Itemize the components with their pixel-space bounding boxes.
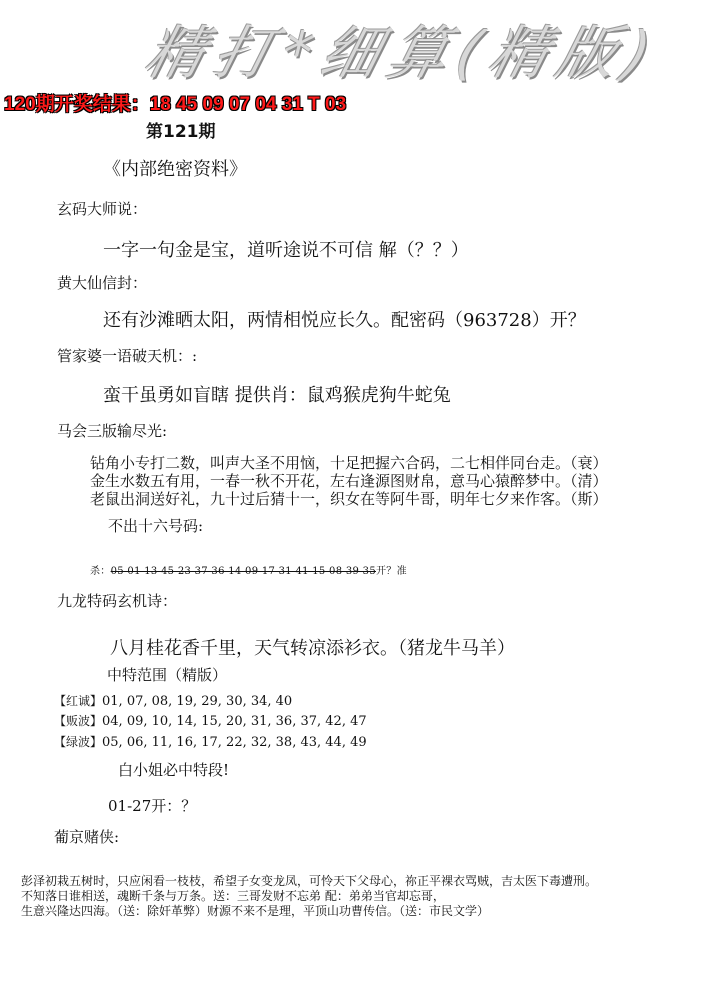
housekeeper-label: 管家婆一语破天机：: xyxy=(57,347,198,365)
poem-line: 金生水数五有用，一春一秋不开花，左右逢源图财帛，意马心猿醉梦中。（清） xyxy=(90,472,608,490)
wave-tag: 【红诚】 xyxy=(54,694,103,708)
issue-number: 第121期 xyxy=(146,122,216,142)
huang-label: 黄大仙信封： xyxy=(57,274,148,292)
wave-row-green xyxy=(54,733,367,750)
result-line: 120期开奖结果：18 45 09 07 04 31 T 03 xyxy=(4,94,347,115)
doc-title: 《内部绝密资料》 xyxy=(103,159,247,180)
range-answer: 01-27开：？ xyxy=(108,797,197,815)
poem-line: 钻角小专打二数，叫声大圣不用恼，十足把握六合码，二七相伴同台走。（衰） xyxy=(90,454,608,472)
header-title-art: 精打*细算(精版) xyxy=(138,19,668,87)
poem-line: 老鼠出洞送好礼，九十过后猜十一，织女在等阿牛哥，明年七夕来作客。（斯） xyxy=(90,490,608,508)
wave-row-red xyxy=(54,692,292,709)
wave-numbers: 04, 09, 10, 14, 15, 20, 31, 36, 37, 42, 47 xyxy=(102,714,367,729)
puking-label: 葡京赌侠: xyxy=(54,828,120,846)
sixteen-label: 不出十六号码: xyxy=(108,517,204,535)
wave-numbers: 05, 06, 11, 16, 17, 22, 32, 38, 43, 44, 49 xyxy=(102,735,367,750)
housekeeper-text: 蛮干虽勇如盲瞎 提供肖：鼠鸡猴虎狗牛蛇兔 xyxy=(103,385,451,406)
wave-numbers: 01, 07, 08, 19, 29, 30, 34, 40 xyxy=(102,694,293,709)
jiulong-text: 八月桂花香千里，天气转凉添衫衣。（猪龙牛马羊） xyxy=(110,638,515,659)
huang-text: 还有沙滩晒太阳，两情相悦应长久。配密码（963728）开？ xyxy=(103,310,586,331)
wave-tag: 【绿波】 xyxy=(54,735,103,749)
kill-numbers-line xyxy=(90,562,407,577)
footer-line: 彭泽初栽五树时，只应闲看一枝枝，希望子女变龙凤，可怜天下父母心，祢正平裸衣骂贼，吉太医下毒遭刑。 xyxy=(21,874,598,888)
wave-row-blue xyxy=(54,712,367,729)
master-label: 玄码大师说： xyxy=(57,200,148,218)
kill-prefix: 杀： xyxy=(90,566,111,577)
footer-line: 不知落日谁相送，魂断千条与万条。送：三哥发财不忘弟 配：弟弟当官却忘哥， xyxy=(21,889,445,903)
kill-numbers: 05 01 13 45 23 37 36 14 09 17 31 41 15 08 39 35 xyxy=(110,566,376,577)
wave-tag: 【贩波】 xyxy=(54,714,103,728)
kill-suffix: 开？准 xyxy=(375,566,407,577)
master-text: 一字一句金是宝，道听途说不可信 解（？？） xyxy=(103,240,469,261)
bai-text: 白小姐必中特段! xyxy=(118,761,230,779)
jiulong-label: 九龙特码玄机诗： xyxy=(57,592,178,610)
footer-line: 生意兴隆达四海。（送：除奸革弊）财源不来不是理，平顶山功曹传信。（送：市民文学） xyxy=(21,904,490,918)
mahui-label: 马会三版输尽光: xyxy=(57,422,168,440)
range-label: 中特范围（精版） xyxy=(107,666,228,684)
